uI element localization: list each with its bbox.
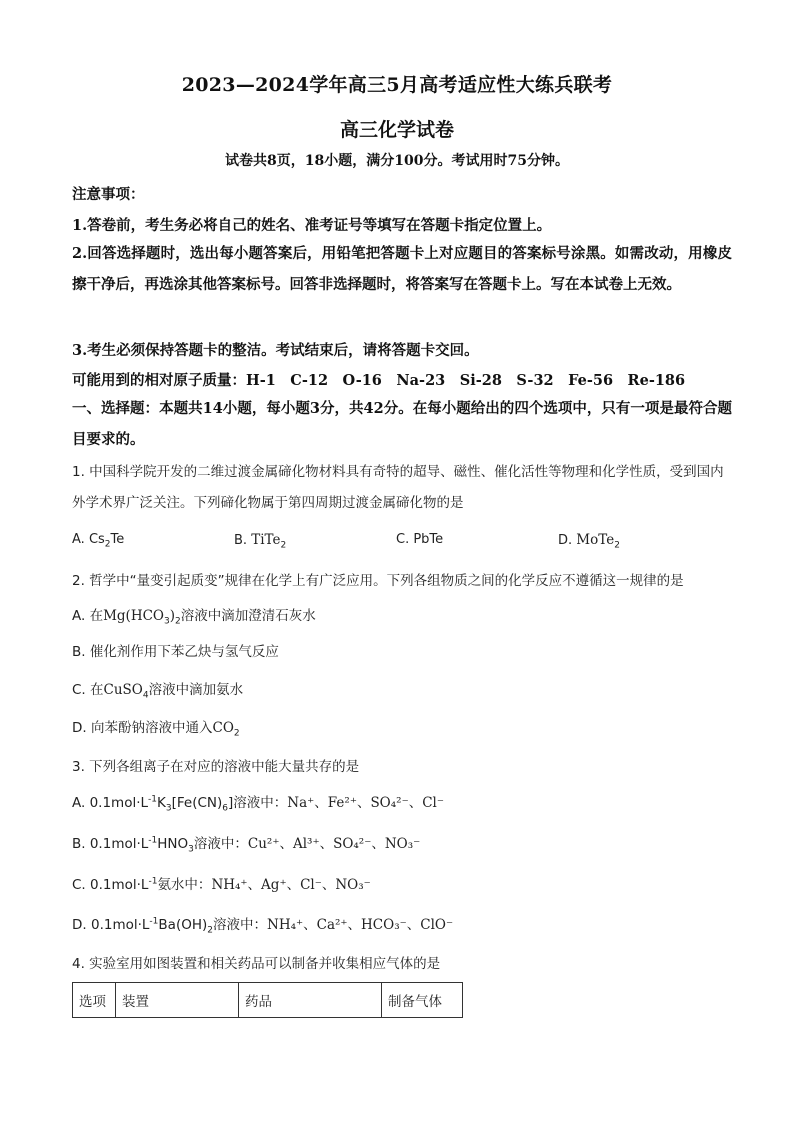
question-1-option-b: B. TiTe$_2$	[234, 532, 287, 551]
table-header-cell: 装置	[116, 983, 239, 1018]
question-1-option-c: C. PbTe	[396, 532, 444, 547]
notice-item-3: 3.考生必须保持答题卡的整洁。考试结束后，请将答题卡交回。	[72, 342, 479, 359]
question-3-option-b: B. $0.1mol\cdot L^{-1}HNO_3$溶液中：Cu²⁺、Al³⁺、SO₄²⁻、NO₃⁻	[72, 835, 421, 855]
table-header-cell: 选项	[73, 983, 116, 1018]
table-header-cell: 药品	[239, 983, 382, 1018]
question-4-table	[72, 982, 463, 1018]
question-2-option-d: D. 向苯酚钠溶液中通入$CO_2$	[72, 720, 240, 739]
question-2-stem: 2. 哲学中“量变引起质变”规律在化学上有广泛应用。下列各组物质之间的化学反应不遵循这一规律的是	[72, 573, 684, 589]
question-2-option-b: B. 催化剂作用下苯乙炔与氢气反应	[72, 644, 279, 660]
question-4-stem: 4. 实验室用如图装置和相关药品可以制备并收集相应气体的是	[72, 956, 441, 972]
exam-title: 2023—2024学年高三5月高考适应性大练兵联考	[181, 74, 613, 96]
question-2-option-a: A. 在$Mg(HCO_3)_2$溶液中滴加澄清石灰水	[72, 608, 316, 627]
question-1-option-a: A. $Cs_2Te$	[72, 532, 125, 550]
exam-subject: 高三化学试卷	[339, 119, 454, 141]
question-3-option-c: C. $0.1mol\cdot L^{-1}$氨水中：NH₄⁺、Ag⁺、Cl⁻、NO₃⁻	[72, 876, 371, 893]
table-header-cell: 制备气体	[382, 983, 463, 1018]
notice-item-1: 1.答卷前，考生务必将自己的姓名、准考证号等填写在答题卡指定位置上。	[72, 217, 552, 234]
table-header-row	[73, 983, 463, 1018]
notice-heading: 注意事项：	[72, 186, 145, 203]
question-3-option-d: D. $0.1mol\cdot L^{-1}Ba(OH)_2$溶液中：NH₄⁺、Ca²⁺、HCO₃⁻、ClO⁻	[72, 916, 454, 936]
question-3-stem: 3. 下列各组离子在对应的溶液中能大量共存的是	[72, 759, 360, 775]
section-1-heading: 一、选择题：本题共14小题，每小题3分，共42分。在每小题给出的四个选项中，只有一项是最符合题目要求的。	[72, 400, 732, 448]
exam-info: 试卷共8页，18小题，满分100分。考试用时75分钟。	[225, 153, 569, 169]
question-2-option-c: C. 在CuSO$_4$溶液中滴加氨水	[72, 682, 244, 701]
notice-item-2: 2.回答选择题时，选出每小题答案后，用铅笔把答题卡上对应题目的答案标号涂黑。如需改动，用橡皮擦干净后，再选涂其他答案标号。回答非选择题时，将答案写在答题卡上。写在本试卷上无效。	[72, 245, 732, 293]
question-3-option-a: A. $0.1mol\cdot L^{-1}K_3[Fe(CN)_6]$溶液中：Na⁺、Fe²⁺、SO₄²⁻、Cl⁻	[72, 794, 444, 814]
question-1-stem: 1. 中国科学院开发的二维过渡金属碲化物材料具有奇特的超导、磁性、催化活性等物理和化学性质，受到国内外学术界广泛关注。下列碲化物属于第四周期过渡金属碲化物的是	[72, 464, 724, 511]
atomic-masses: 可能用到的相对原子质量：H-1 C-12 O-16 Na-23 Si-28 S-32 Fe-56 Re-186	[72, 372, 686, 389]
question-1-option-d: D. MoTe$_2$	[558, 532, 620, 551]
